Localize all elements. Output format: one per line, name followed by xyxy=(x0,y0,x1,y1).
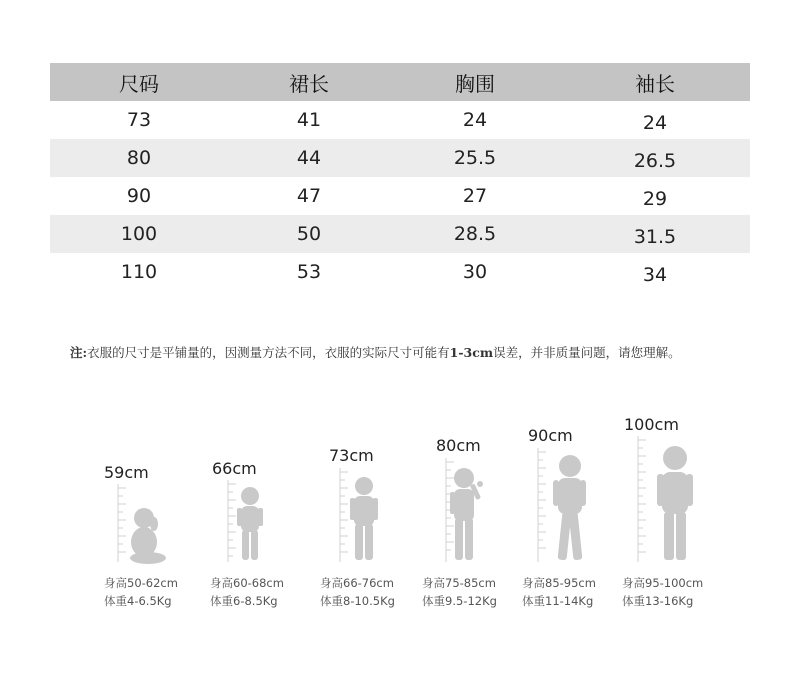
body-weight: 体重11-14Kg xyxy=(522,594,594,608)
sleeve-length-cell: 24 xyxy=(642,112,668,134)
sleeve-length-cell: 34 xyxy=(642,264,668,286)
body-height: 身高95-100cm xyxy=(622,576,704,590)
sleeve-length-cell: 31.5 xyxy=(633,226,677,248)
body-weight: 体重4-6.5Kg xyxy=(104,594,172,608)
header-chest: 胸围 xyxy=(455,71,495,96)
body-height: 身高66-76cm xyxy=(320,576,394,590)
note-prefix: 注: xyxy=(70,345,88,360)
height-label: 73cm xyxy=(329,446,374,465)
toddler-standing-icon xyxy=(210,476,285,570)
body-weight: 体重9.5-12Kg xyxy=(422,594,497,608)
height-label: 80cm xyxy=(436,436,481,455)
size-cell: 100 xyxy=(120,223,158,245)
header-skirt-length: 裙长 xyxy=(289,71,329,96)
sleeve-length-cell: 26.5 xyxy=(633,150,677,172)
body-height: 身高85-95cm xyxy=(522,576,596,590)
child-walking-icon xyxy=(520,444,600,570)
height-label: 66cm xyxy=(212,459,257,478)
chest-cell: 24 xyxy=(462,109,488,131)
skirt-length-cell: 41 xyxy=(296,109,322,131)
note-text-a: 衣服的尺寸是平铺量的，因测量方法不同，衣服的实际尺寸可能有 xyxy=(87,345,450,360)
size-cell: 73 xyxy=(126,109,152,131)
height-label: 100cm xyxy=(624,415,679,434)
kid-standing-icon xyxy=(620,432,705,570)
body-weight: 体重8-10.5Kg xyxy=(320,594,395,608)
chest-cell: 25.5 xyxy=(453,147,497,169)
height-label: 90cm xyxy=(528,426,573,445)
chest-cell: 27 xyxy=(462,185,488,207)
skirt-length-cell: 47 xyxy=(296,185,322,207)
chest-cell: 28.5 xyxy=(453,223,497,245)
body-height: 身高60-68cm xyxy=(210,576,284,590)
note-range: 1-3cm xyxy=(449,345,494,360)
body-weight: 体重13-16Kg xyxy=(622,594,694,608)
size-cell: 80 xyxy=(126,147,152,169)
size-cell: 90 xyxy=(126,185,152,207)
body-height: 身高50-62cm xyxy=(104,576,178,590)
child-waving-icon xyxy=(428,454,503,570)
height-label: 59cm xyxy=(104,463,149,482)
child-standing-icon xyxy=(322,464,397,570)
body-weight: 体重6-8.5Kg xyxy=(210,594,278,608)
body-height: 身高75-85cm xyxy=(422,576,496,590)
skirt-length-cell: 44 xyxy=(296,147,322,169)
baby-sitting-icon xyxy=(100,480,175,570)
header-sleeve-length: 袖长 xyxy=(635,71,675,96)
skirt-length-cell: 53 xyxy=(296,261,322,283)
skirt-length-cell: 50 xyxy=(296,223,322,245)
size-cell: 110 xyxy=(120,261,158,283)
chest-cell: 30 xyxy=(462,261,488,283)
note-text-b: 误差，并非质量问题，请您理解。 xyxy=(493,345,681,360)
sleeve-length-cell: 29 xyxy=(642,188,668,210)
header-size: 尺码 xyxy=(119,71,159,96)
